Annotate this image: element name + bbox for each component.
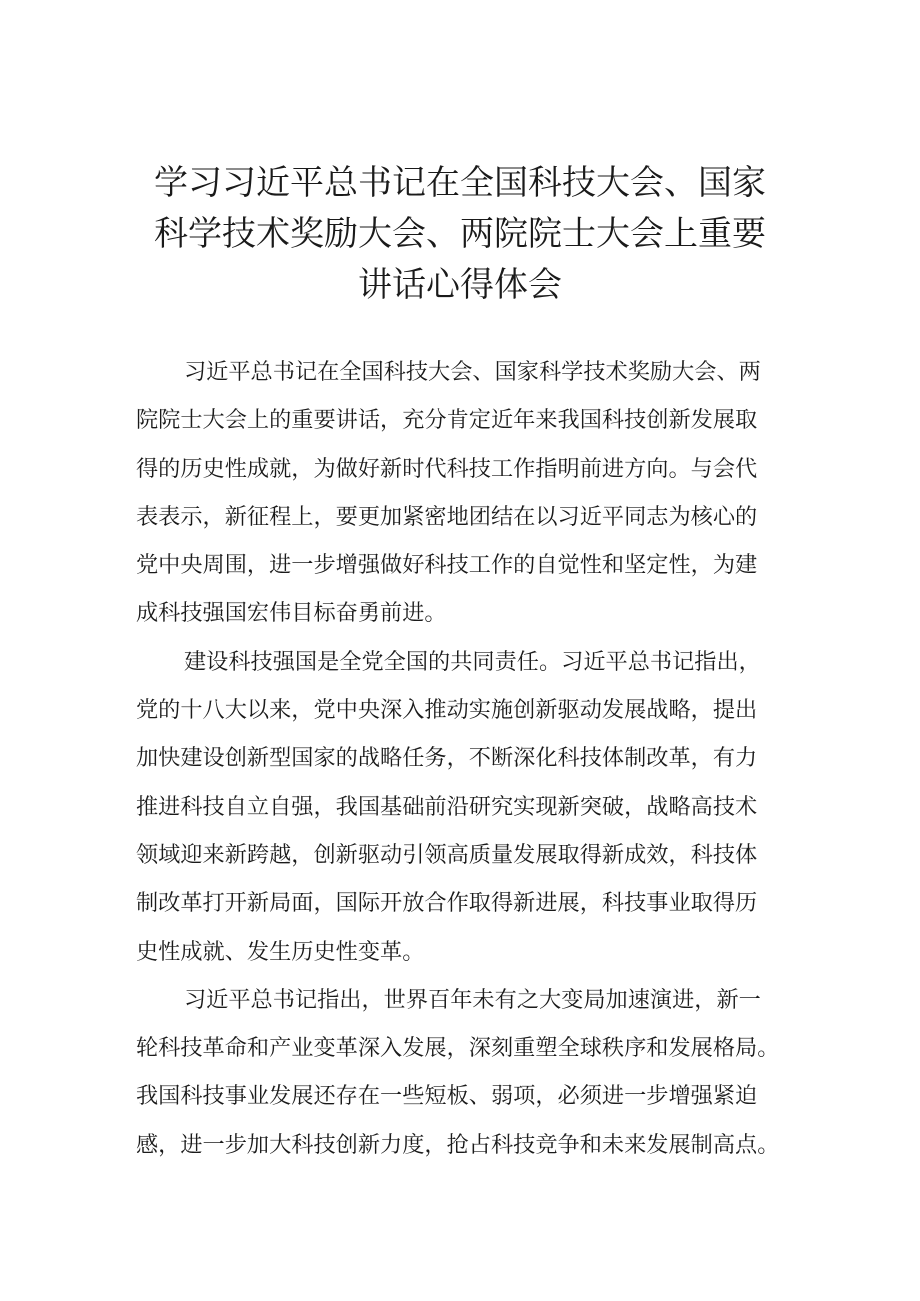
text-line: 轮科技革命和产业变革深入发展，深刻重塑全球秩序和发展格局。 — [136, 1035, 780, 1062]
text-line: 表表示，新征程上，要更加紧密地团结在以习近平同志为核心的 — [136, 503, 758, 530]
paragraph-1 — [136, 348, 790, 638]
text-line: 习近平总书记指出，世界百年未有之大变局加速演进，新一 — [184, 986, 761, 1013]
text-line: 成科技强国宏伟目标奋勇前进。 — [136, 600, 447, 627]
title-line: 科学技术奖励大会、两院院士大会上重要 — [154, 214, 766, 254]
text-line: 党的十八大以来，党中央深入推动实施创新驱动发展战略，提出 — [136, 697, 758, 724]
title-line: 讲话心得体会 — [358, 265, 562, 305]
paragraph-2 — [136, 638, 790, 976]
text-line: 加快建设创新型国家的战略任务，不断深化科技体制改革，有力 — [136, 745, 758, 772]
paragraph-3 — [136, 976, 790, 1169]
text-line: 得的历史性成就，为做好新时代科技工作指明前进方向。与会代 — [136, 455, 758, 482]
text-line: 制改革打开新局面，国际开放合作取得新进展，科技事业取得历 — [136, 890, 758, 917]
text-line: 感，进一步加大科技创新力度，抢占科技竞争和未来发展制高点。 — [136, 1131, 780, 1158]
text-line: 领域迎来新跨越，创新驱动引领高质量发展取得新成效，科技体 — [136, 841, 758, 868]
text-line: 院院士大会上的重要讲话，充分肯定近年来我国科技创新发展取 — [136, 407, 758, 434]
title-line: 学习习近平总书记在全国科技大会、国家 — [154, 163, 766, 203]
text-line: 党中央周围，进一步增强做好科技工作的自觉性和坚定性，为建 — [136, 552, 758, 579]
document-body — [136, 348, 790, 1169]
text-line: 我国科技事业发展还存在一些短板、弱项，必须进一步增强紧迫 — [136, 1083, 758, 1110]
document-title — [120, 158, 800, 311]
text-line: 建设科技强国是全党全国的共同责任。习近平总书记指出， — [184, 648, 761, 675]
text-line: 史性成就、发生历史性变革。 — [136, 938, 425, 965]
text-line: 习近平总书记在全国科技大会、国家科学技术奖励大会、两 — [184, 359, 761, 385]
text-line: 推进科技自立自强，我国基础前沿研究实现新突破，战略高技术 — [136, 793, 758, 820]
